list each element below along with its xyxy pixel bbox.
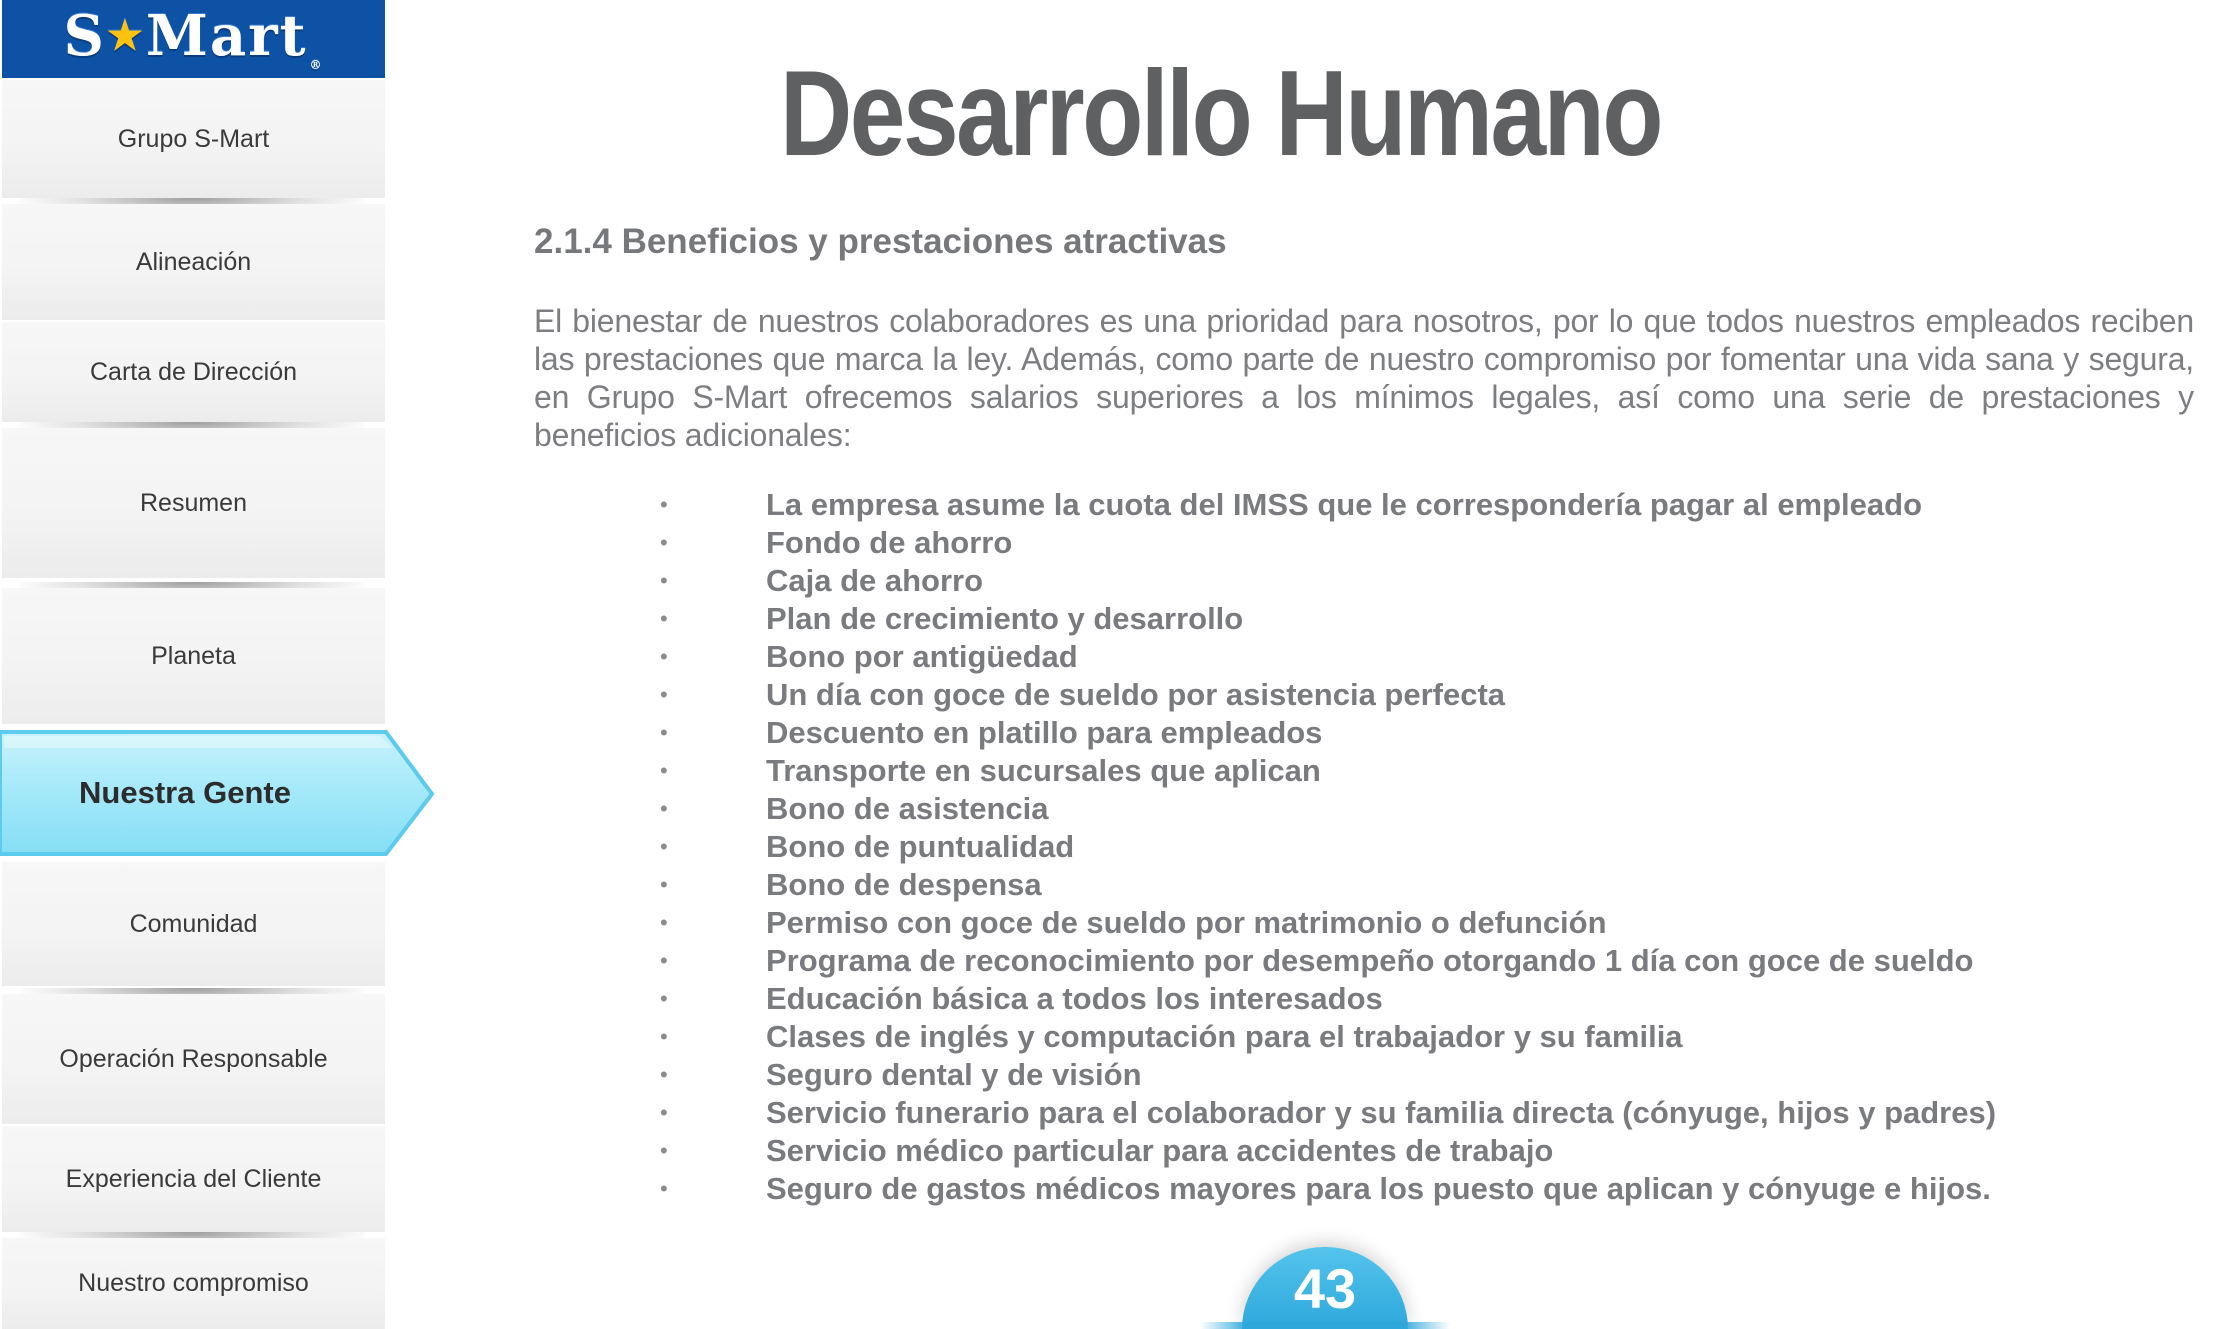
benefit-text: Fondo de ahorro xyxy=(766,525,1013,560)
bullet-icon: • xyxy=(660,530,668,555)
bullet-icon: • xyxy=(660,492,668,517)
benefit-text: Bono de despensa xyxy=(766,867,1042,902)
star-icon: ★ xyxy=(106,11,145,59)
sidebar-item-experiencia-del-cliente[interactable] xyxy=(2,1126,385,1232)
bullet-icon: • xyxy=(660,606,668,631)
bullet-icon: • xyxy=(660,1100,668,1125)
benefit-text: Programa de reconocimiento por desempeño otorgando 1 día con goce de sueldo xyxy=(766,943,1974,978)
benefit-text: Caja de ahorro xyxy=(766,563,984,598)
sidebar-item-nuestro-compromiso[interactable] xyxy=(2,1238,385,1329)
sidebar-item-label: Nuestro compromiso xyxy=(78,1269,309,1297)
bullet-icon: • xyxy=(660,1138,668,1163)
benefit-text: Educación básica a todos los interesados xyxy=(766,981,1383,1016)
benefit-text: La empresa asume la cuota del IMSS que le correspondería pagar al empleado xyxy=(766,487,1923,522)
benefit-text: Seguro dental y de visión xyxy=(766,1057,1142,1092)
bullet-icon: • xyxy=(660,720,668,745)
sidebar-item-label: Resumen xyxy=(140,488,247,517)
bullet-icon: • xyxy=(660,758,668,783)
bullet-icon: • xyxy=(660,644,668,669)
bullet-icon: • xyxy=(660,872,668,897)
benefit-text: Descuento en platillo para empleados xyxy=(766,715,1323,750)
page-number-badge xyxy=(1242,1247,1408,1329)
bullet-icon: • xyxy=(660,834,668,859)
logo-wordmark: S★Mart $_®$ xyxy=(63,2,324,72)
bullet-icon: • xyxy=(660,568,668,593)
sidebar-item-nuestra-gente[interactable] xyxy=(0,728,436,858)
sidebar-item-label: Operación Responsable xyxy=(59,1044,328,1073)
benefit-text: Plan de crecimiento y desarrollo xyxy=(766,601,1244,636)
bullet-icon: • xyxy=(660,1062,668,1087)
sidebar-item-label: Alineación xyxy=(135,247,252,276)
bullet-icon: • xyxy=(660,1176,668,1201)
sidebar-item-label: Nuestra Gente xyxy=(79,775,291,810)
bullet-icon: • xyxy=(660,910,668,935)
page-number: 43 xyxy=(1293,1257,1357,1320)
bullet-icon: • xyxy=(660,1024,668,1049)
bullet-icon: • xyxy=(660,682,668,707)
sidebar-item-operacion-responsable[interactable] xyxy=(2,994,385,1124)
benefit-text: Clases de inglés y computación para el trabajador y su familia xyxy=(766,1019,1683,1054)
section-heading: 2.1.4 Beneficios y prestaciones atractivas xyxy=(534,222,1227,261)
sidebar-item-comunidad[interactable] xyxy=(2,862,385,986)
bullet-icon: • xyxy=(660,796,668,821)
sidebar-item-label: Carta de Dirección xyxy=(89,357,298,386)
sidebar-item-label: Experiencia del Cliente xyxy=(65,1164,322,1193)
benefit-text: Un día con goce de sueldo por asistencia perfecta xyxy=(766,677,1506,712)
sidebar-item-carta-de-direccion[interactable] xyxy=(2,322,385,422)
bullet-icon: • xyxy=(660,948,668,973)
benefit-text: Bono de puntualidad xyxy=(766,829,1075,864)
benefit-text: Servicio funerario para el colaborador y su familia directa (cónyuge, hijos y padres) xyxy=(766,1095,1997,1130)
page-badge-underline xyxy=(1200,1322,1450,1329)
sidebar-item-resumen[interactable] xyxy=(2,428,385,578)
benefit-text: Bono por antigüedad xyxy=(766,639,1078,674)
smart-logo[interactable] xyxy=(2,0,385,78)
page-title: Desarrollo Humano xyxy=(780,45,1661,181)
bullet-icon: • xyxy=(660,986,668,1011)
sidebar-item-label: Comunidad xyxy=(129,909,258,938)
benefit-text: Bono de asistencia xyxy=(766,791,1049,826)
sidebar-item-planeta[interactable] xyxy=(2,588,385,724)
benefit-text: Transporte en sucursales que aplican xyxy=(766,753,1321,788)
sidebar-item-label: Planeta xyxy=(151,641,236,670)
benefit-text: Servicio médico particular para accidentes de trabajo xyxy=(766,1133,1554,1168)
benefit-text: Permiso con goce de sueldo por matrimonio o defunción xyxy=(766,905,1607,940)
benefit-text: Seguro de gastos médicos mayores para los puesto que aplican y cónyuge e hijos. xyxy=(766,1171,1991,1206)
sidebar-nav xyxy=(0,0,386,1329)
sidebar-item-label: Grupo S-Mart xyxy=(117,124,270,153)
intro-paragraph: El bienestar de nuestros colaboradores es una prioridad para nosotros, por lo que todos nuestros empleados reciben las prestaciones que marca la ley. Además, como parte de nuestro compromiso por fomentar una vida sana y segura, en Grupo S-Mart ofrecemos salarios superiores a los mínimos legales, así como una serie de prestaciones y beneficios adicionales: xyxy=(534,303,2194,453)
sidebar-item-grupo-s-mart[interactable] xyxy=(2,80,385,198)
sidebar-item-alineacion[interactable] xyxy=(2,204,385,320)
